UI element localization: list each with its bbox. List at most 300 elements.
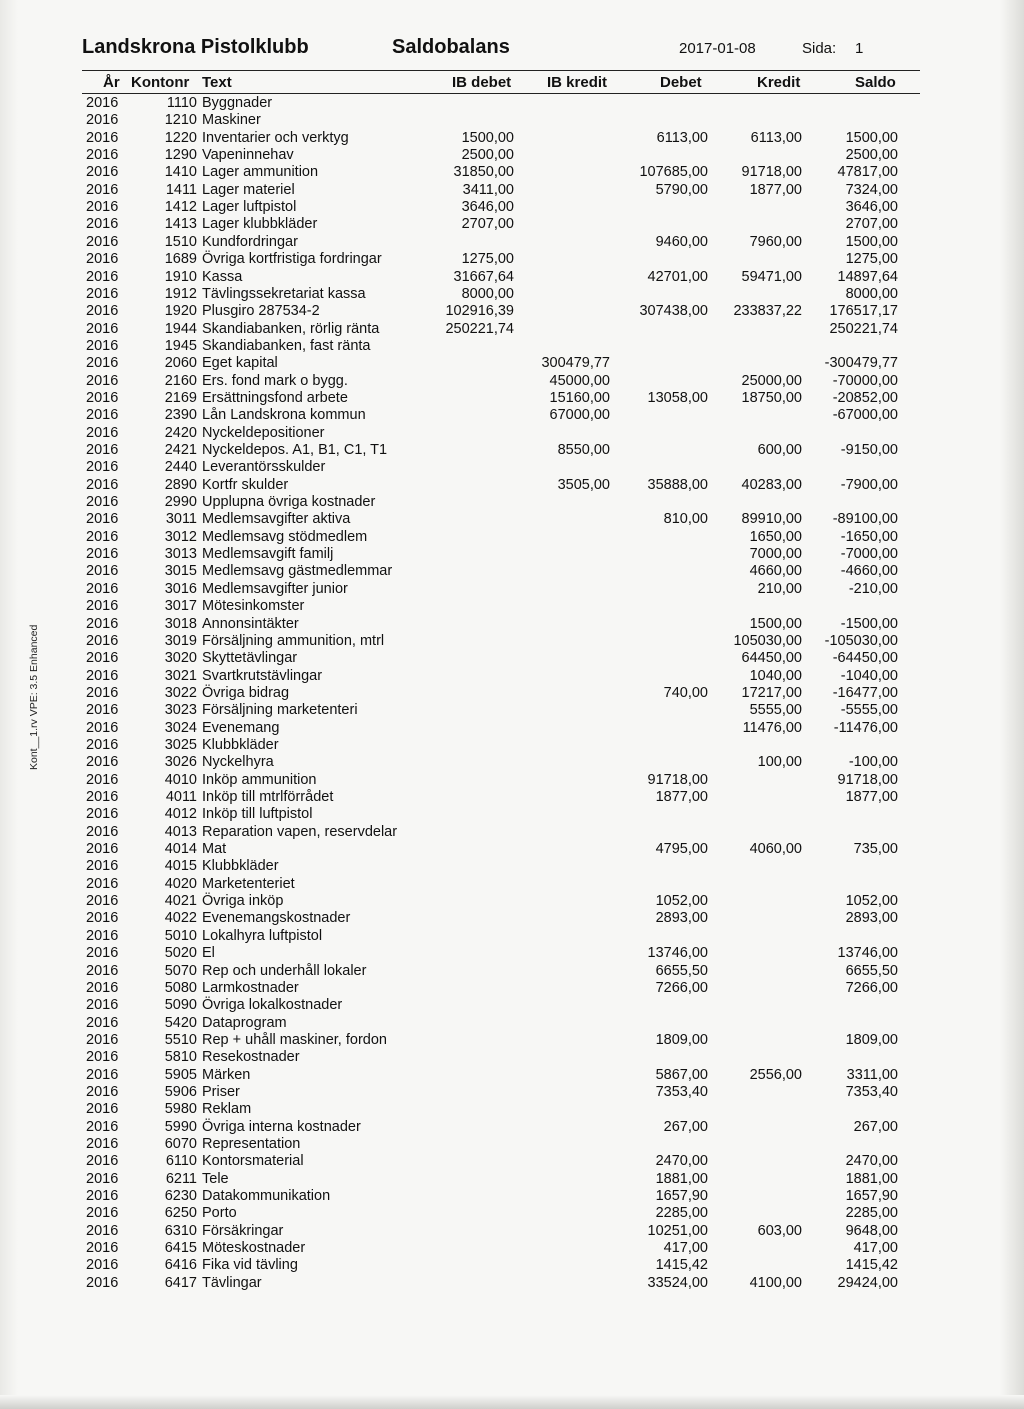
row-year: 2016 — [86, 216, 119, 233]
table-row — [0, 1015, 1024, 1032]
row-kredit: 1877,00 — [749, 181, 802, 198]
row-year: 2016 — [86, 789, 119, 805]
row-saldo: 1275,00 — [845, 251, 898, 268]
row-account: 3011 — [165, 511, 197, 528]
row-ib-debet: 1500,00 — [461, 129, 514, 146]
row-account: 4013 — [164, 823, 197, 840]
row-year: 2016 — [86, 372, 119, 389]
row-saldo: 250221,74 — [829, 320, 898, 337]
row-year: 2016 — [86, 875, 119, 892]
row-account: 3026 — [164, 754, 197, 771]
table-row — [0, 824, 1024, 841]
row-saldo: 29424,00 — [837, 1274, 898, 1291]
row-year: 2016 — [86, 893, 119, 910]
row-kredit: 40283,00 — [741, 476, 802, 493]
row-text: Övriga kortfristiga fordringar — [202, 251, 382, 268]
table-row — [0, 286, 1024, 303]
row-text: Svartkrutstävlingar — [202, 667, 323, 684]
col-year: År — [103, 74, 120, 91]
row-year: 2016 — [86, 407, 119, 424]
table-row — [0, 910, 1024, 927]
row-kredit: 100,00 — [757, 754, 802, 771]
row-account: 4012 — [164, 806, 197, 823]
row-ib-debet: 31850,00 — [453, 164, 514, 181]
row-kredit: 64450,00 — [741, 650, 802, 667]
row-year: 2016 — [86, 1170, 119, 1187]
row-kredit: 4660,00 — [749, 563, 802, 580]
row-text: Inköp ammunition — [202, 771, 317, 788]
row-text: Lån Landskrona kommun — [202, 407, 366, 424]
row-account: 1412 — [164, 199, 197, 216]
row-ib-debet: 8000,00 — [461, 285, 514, 302]
row-text: Lager ammunition — [202, 164, 319, 181]
table-row — [0, 321, 1024, 338]
row-account: 4020 — [164, 875, 197, 892]
row-account: 3016 — [164, 580, 197, 597]
table-row — [0, 1205, 1024, 1222]
row-year: 2016 — [86, 702, 119, 719]
table-row — [0, 806, 1024, 823]
row-text: Reklam — [202, 1101, 252, 1118]
row-account: 1411 — [165, 181, 197, 198]
row-text: Tele — [202, 1170, 229, 1187]
header-rule — [82, 70, 920, 71]
row-account: 5420 — [164, 1014, 197, 1031]
table-row — [0, 355, 1024, 372]
row-year: 2016 — [86, 95, 119, 111]
table-row — [0, 1153, 1024, 1170]
row-kredit: 89910,00 — [741, 511, 802, 528]
row-year: 2016 — [86, 771, 119, 788]
row-year: 2016 — [86, 112, 119, 129]
row-account: 3013 — [164, 546, 197, 563]
table-row — [0, 373, 1024, 390]
row-text: Ers. fond mark o bygg. — [202, 372, 348, 389]
row-account: 3019 — [164, 632, 197, 649]
table-row — [0, 407, 1024, 424]
row-saldo: -7900,00 — [840, 476, 898, 493]
table-row — [0, 737, 1024, 754]
table-row — [0, 598, 1024, 615]
column-header-rule — [82, 93, 920, 94]
row-account: 2990 — [164, 494, 197, 511]
table-row — [0, 980, 1024, 997]
row-account: 3018 — [164, 615, 197, 632]
row-account: 1945 — [164, 337, 197, 354]
row-debet: 2285,00 — [655, 1205, 708, 1222]
row-kredit: 6113,00 — [750, 129, 802, 146]
row-text: Rep + uhåll maskiner, fordon — [202, 1031, 387, 1048]
row-text: Övriga bidrag — [202, 684, 290, 701]
row-saldo: 47817,00 — [837, 164, 898, 181]
row-saldo: 7324,00 — [845, 181, 898, 198]
row-year: 2016 — [86, 823, 119, 840]
row-year: 2016 — [86, 303, 119, 320]
row-ib-debet: 1275,00 — [461, 251, 514, 268]
row-debet: 5867,00 — [655, 1066, 708, 1083]
table-row — [0, 494, 1024, 511]
row-account: 2440 — [164, 459, 197, 476]
row-saldo: 1500,00 — [845, 129, 898, 146]
table-row — [0, 1188, 1024, 1205]
row-account: 1413 — [164, 216, 197, 233]
row-year: 2016 — [86, 927, 119, 944]
row-account: 6211 — [165, 1170, 197, 1187]
row-text: Medlemsavgifter aktiva — [202, 511, 351, 528]
row-account: 6415 — [164, 1240, 197, 1257]
row-kredit: 1500,00 — [749, 615, 802, 632]
table-row — [0, 338, 1024, 355]
row-ib-debet: 250221,74 — [445, 320, 514, 337]
row-saldo: 3646,00 — [845, 199, 898, 216]
table-row — [0, 1240, 1024, 1257]
row-saldo: 13746,00 — [837, 945, 898, 962]
report-title: Saldobalans — [392, 36, 510, 58]
row-account: 3021 — [164, 667, 197, 684]
row-year: 2016 — [86, 719, 119, 736]
table-row — [0, 477, 1024, 494]
row-saldo: 267,00 — [853, 1118, 898, 1135]
table-row — [0, 269, 1024, 286]
table-row — [0, 511, 1024, 528]
row-account: 3020 — [164, 650, 197, 667]
row-year: 2016 — [86, 1240, 119, 1257]
col-saldo: Saldo — [855, 74, 896, 91]
row-account: 3022 — [164, 684, 197, 701]
row-saldo: 6655,50 — [845, 962, 898, 979]
row-text: Mötesinkomster — [202, 598, 305, 615]
row-saldo: -70000,00 — [832, 372, 898, 389]
row-account: 3012 — [164, 528, 197, 545]
table-row — [0, 234, 1024, 251]
table-row — [0, 1136, 1024, 1153]
row-text: Lokalhyra luftpistol — [202, 927, 323, 944]
row-year: 2016 — [86, 164, 119, 181]
table-row — [0, 112, 1024, 129]
row-account: 1110 — [166, 95, 197, 111]
table-row — [0, 685, 1024, 702]
row-text: Larmkostnader — [202, 979, 299, 996]
row-saldo: -105030,00 — [824, 632, 898, 649]
row-kredit: 603,00 — [757, 1222, 802, 1239]
row-account: 6310 — [164, 1222, 197, 1239]
row-saldo: -100,00 — [848, 754, 898, 771]
row-account: 6070 — [164, 1136, 197, 1152]
row-saldo: -64450,00 — [832, 650, 898, 667]
row-kredit: 5555,00 — [749, 702, 802, 719]
row-year: 2016 — [86, 1101, 119, 1118]
row-kredit: 7000,00 — [749, 546, 802, 563]
row-saldo: 1657,90 — [845, 1188, 898, 1205]
table-row — [0, 702, 1024, 719]
row-text: Möteskostnader — [202, 1240, 306, 1257]
row-saldo: 3311,00 — [846, 1066, 898, 1083]
row-account: 2890 — [164, 476, 197, 493]
row-year: 2016 — [86, 962, 119, 979]
row-year: 2016 — [86, 806, 119, 823]
table-row — [0, 95, 1024, 112]
table-row — [0, 1101, 1024, 1118]
row-saldo: -20852,00 — [832, 389, 898, 406]
row-year: 2016 — [86, 1136, 119, 1152]
row-year: 2016 — [86, 147, 119, 164]
row-text: Annonsintäkter — [202, 615, 299, 632]
row-debet: 417,00 — [663, 1240, 708, 1257]
row-ib-debet: 3646,00 — [461, 199, 514, 216]
col-account: Kontonr — [131, 74, 190, 91]
page-number: 1 — [855, 40, 864, 57]
row-kredit: 18750,00 — [741, 389, 802, 406]
table-row — [0, 251, 1024, 268]
row-year: 2016 — [86, 754, 119, 771]
row-year: 2016 — [86, 841, 119, 858]
row-debet: 6655,50 — [655, 962, 708, 979]
row-saldo: 417,00 — [853, 1240, 898, 1257]
row-text: Nyckeldepos. A1, B1, C1, T1 — [202, 442, 388, 458]
row-text: Mat — [202, 841, 227, 858]
row-ib-debet: 2500,00 — [461, 147, 514, 164]
row-saldo: -1040,00 — [840, 667, 898, 684]
col-debet: Debet — [660, 74, 702, 91]
row-debet: 10251,00 — [647, 1222, 708, 1239]
row-saldo: -67000,00 — [832, 407, 898, 424]
row-saldo: 7266,00 — [845, 979, 898, 996]
col-ib-debet: IB debet — [452, 74, 512, 91]
row-text: Medlemsavg stödmedlem — [202, 528, 368, 545]
table-row — [0, 1119, 1024, 1136]
table-row — [0, 1171, 1024, 1188]
row-text: Kortfr skulder — [202, 476, 289, 493]
row-ib-kredit: 45000,00 — [549, 372, 610, 389]
row-debet: 307438,00 — [639, 303, 708, 320]
row-saldo: -300479,77 — [824, 355, 898, 372]
table-row — [0, 841, 1024, 858]
row-text: Dataprogram — [202, 1014, 287, 1031]
row-debet: 6113,00 — [656, 129, 708, 146]
row-account: 5980 — [164, 1101, 197, 1118]
row-text: Övriga inköp — [202, 893, 284, 910]
row-year: 2016 — [86, 580, 119, 597]
row-text: Försäljning ammunition, mtrl — [202, 632, 385, 649]
row-account: 6110 — [165, 1153, 197, 1170]
row-saldo: 1052,00 — [845, 893, 898, 910]
row-kredit: 1650,00 — [749, 528, 802, 545]
row-debet: 1881,00 — [655, 1170, 708, 1187]
row-debet: 2893,00 — [655, 910, 708, 927]
table-row — [0, 945, 1024, 962]
row-account: 5020 — [164, 945, 197, 962]
scan-side-label: Kont__1.rv VPE: 3.5 Enhanced — [28, 624, 40, 770]
row-text: Evenemang — [202, 719, 280, 736]
row-account: 5080 — [164, 979, 197, 996]
row-account: 5905 — [164, 1066, 197, 1083]
row-saldo: -7000,00 — [840, 546, 898, 563]
row-account: 1220 — [164, 129, 197, 146]
row-account: 1290 — [164, 147, 197, 164]
row-debet: 35888,00 — [647, 476, 708, 493]
row-saldo: -5555,00 — [840, 702, 898, 719]
row-debet: 4795,00 — [655, 841, 708, 858]
row-text: Lager klubbkläder — [202, 216, 318, 233]
row-year: 2016 — [86, 199, 119, 216]
row-account: 6250 — [164, 1205, 197, 1222]
row-saldo: 2500,00 — [845, 147, 898, 164]
row-year: 2016 — [86, 667, 119, 684]
row-text: Nyckeldepositioner — [202, 424, 325, 441]
row-debet: 740,00 — [663, 684, 708, 701]
row-ib-kredit: 3505,00 — [557, 476, 610, 493]
table-row — [0, 1275, 1024, 1292]
row-year: 2016 — [86, 1118, 119, 1135]
row-year: 2016 — [86, 129, 119, 146]
row-debet: 1052,00 — [655, 893, 708, 910]
row-ib-kredit: 15160,00 — [549, 389, 610, 406]
row-kredit: 17217,00 — [741, 684, 802, 701]
row-account: 1920 — [164, 303, 197, 320]
row-text: Lager materiel — [202, 181, 295, 198]
row-year: 2016 — [86, 337, 119, 354]
row-text: Resekostnader — [202, 1049, 300, 1066]
row-text: Försäljning marketenteri — [202, 702, 358, 719]
row-text: Byggnader — [202, 95, 273, 111]
table-row — [0, 390, 1024, 407]
row-text: Lager luftpistol — [202, 199, 297, 216]
table-row — [0, 633, 1024, 650]
row-year: 2016 — [86, 945, 119, 962]
row-saldo: -16477,00 — [832, 684, 898, 701]
row-ib-debet: 3411,00 — [462, 181, 514, 198]
row-year: 2016 — [86, 997, 119, 1014]
row-year: 2016 — [86, 511, 119, 528]
row-text: Nyckelhyra — [202, 754, 274, 771]
row-debet: 2470,00 — [655, 1153, 708, 1170]
row-year: 2016 — [86, 355, 119, 372]
row-text: Övriga interna kostnader — [202, 1118, 361, 1135]
row-text: Inköp till mtrlförrådet — [202, 789, 334, 805]
row-saldo: 2285,00 — [845, 1205, 898, 1222]
row-saldo: -11476,00 — [833, 719, 898, 736]
table-row — [0, 182, 1024, 199]
col-kredit: Kredit — [757, 74, 801, 91]
page-edge — [0, 1395, 1024, 1409]
row-account: 5990 — [164, 1118, 197, 1135]
row-kredit: 11476,00 — [742, 719, 802, 736]
table-row — [0, 928, 1024, 945]
table-row — [0, 164, 1024, 181]
table-row — [0, 563, 1024, 580]
row-kredit: 7960,00 — [749, 233, 802, 250]
row-account: 5810 — [164, 1049, 197, 1066]
row-debet: 42701,00 — [647, 268, 708, 285]
row-text: Kontorsmaterial — [202, 1153, 304, 1170]
row-account: 3023 — [164, 702, 197, 719]
row-account: 2420 — [164, 424, 197, 441]
table-row — [0, 754, 1024, 771]
row-year: 2016 — [86, 424, 119, 441]
row-account: 1510 — [164, 233, 197, 250]
row-year: 2016 — [86, 650, 119, 667]
row-text: Skandiabanken, rörlig ränta — [202, 320, 380, 337]
row-account: 2421 — [164, 442, 197, 458]
table-row — [0, 1084, 1024, 1101]
row-account: 2169 — [164, 389, 197, 406]
row-saldo: 1877,00 — [845, 789, 898, 805]
table-row — [0, 1049, 1024, 1066]
row-text: Rep och underhåll lokaler — [202, 962, 367, 979]
row-saldo: 1881,00 — [845, 1170, 898, 1187]
row-debet: 267,00 — [663, 1118, 708, 1135]
row-text: Fika vid tävling — [202, 1257, 298, 1274]
row-year: 2016 — [86, 233, 119, 250]
row-text: Övriga lokalkostnader — [202, 997, 343, 1014]
row-debet: 91718,00 — [647, 771, 708, 788]
row-saldo: -4660,00 — [840, 563, 898, 580]
row-account: 1944 — [164, 320, 197, 337]
row-saldo: 1415,42 — [845, 1257, 898, 1274]
table-row — [0, 616, 1024, 633]
row-saldo: 176517,17 — [829, 303, 898, 320]
row-debet: 9460,00 — [655, 233, 708, 250]
table-row — [0, 876, 1024, 893]
row-year: 2016 — [86, 684, 119, 701]
row-account: 4010 — [164, 771, 197, 788]
row-ib-debet: 31667,64 — [453, 268, 514, 285]
row-saldo: -1500,00 — [840, 615, 898, 632]
row-saldo: -89100,00 — [832, 511, 898, 528]
row-text: Evenemangskostnader — [202, 910, 351, 927]
col-ib-kredit: IB kredit — [547, 74, 608, 91]
row-year: 2016 — [86, 528, 119, 545]
row-text: Tävlingssekretariat kassa — [202, 285, 366, 302]
row-text: Upplupna övriga kostnader — [202, 494, 376, 511]
row-text: Representation — [202, 1136, 301, 1152]
row-ib-kredit: 67000,00 — [549, 407, 610, 424]
row-account: 5070 — [164, 962, 197, 979]
row-year: 2016 — [86, 1049, 119, 1066]
row-year: 2016 — [86, 181, 119, 198]
row-text: Ersättningsfond arbete — [202, 389, 348, 406]
table-row — [0, 668, 1024, 685]
row-account: 1410 — [164, 164, 197, 181]
row-year: 2016 — [86, 910, 119, 927]
row-text: Maskiner — [202, 112, 261, 129]
table-row — [0, 772, 1024, 789]
row-text: Vapeninnehav — [202, 147, 294, 164]
row-text: Inköp till luftpistol — [202, 806, 313, 823]
row-year: 2016 — [86, 494, 119, 511]
row-kredit: 233837,22 — [733, 303, 802, 320]
row-text: Försäkringar — [202, 1222, 284, 1239]
row-year: 2016 — [86, 320, 119, 337]
row-saldo: 735,00 — [853, 841, 898, 858]
row-account: 3015 — [164, 563, 197, 580]
row-year: 2016 — [86, 1031, 119, 1048]
row-kredit: 210,00 — [757, 580, 802, 597]
row-account: 2160 — [164, 372, 197, 389]
table-row — [0, 130, 1024, 147]
row-account: 6230 — [164, 1188, 197, 1205]
row-saldo: -1650,00 — [840, 528, 898, 545]
row-ib-debet: 2707,00 — [461, 216, 514, 233]
row-saldo: 14897,64 — [837, 268, 898, 285]
row-account: 1689 — [164, 251, 197, 268]
row-kredit: 25000,00 — [741, 372, 802, 389]
table-row — [0, 650, 1024, 667]
row-text: Datakommunikation — [202, 1188, 331, 1205]
row-year: 2016 — [86, 1014, 119, 1031]
row-saldo: 2470,00 — [845, 1153, 898, 1170]
row-year: 2016 — [86, 858, 119, 875]
